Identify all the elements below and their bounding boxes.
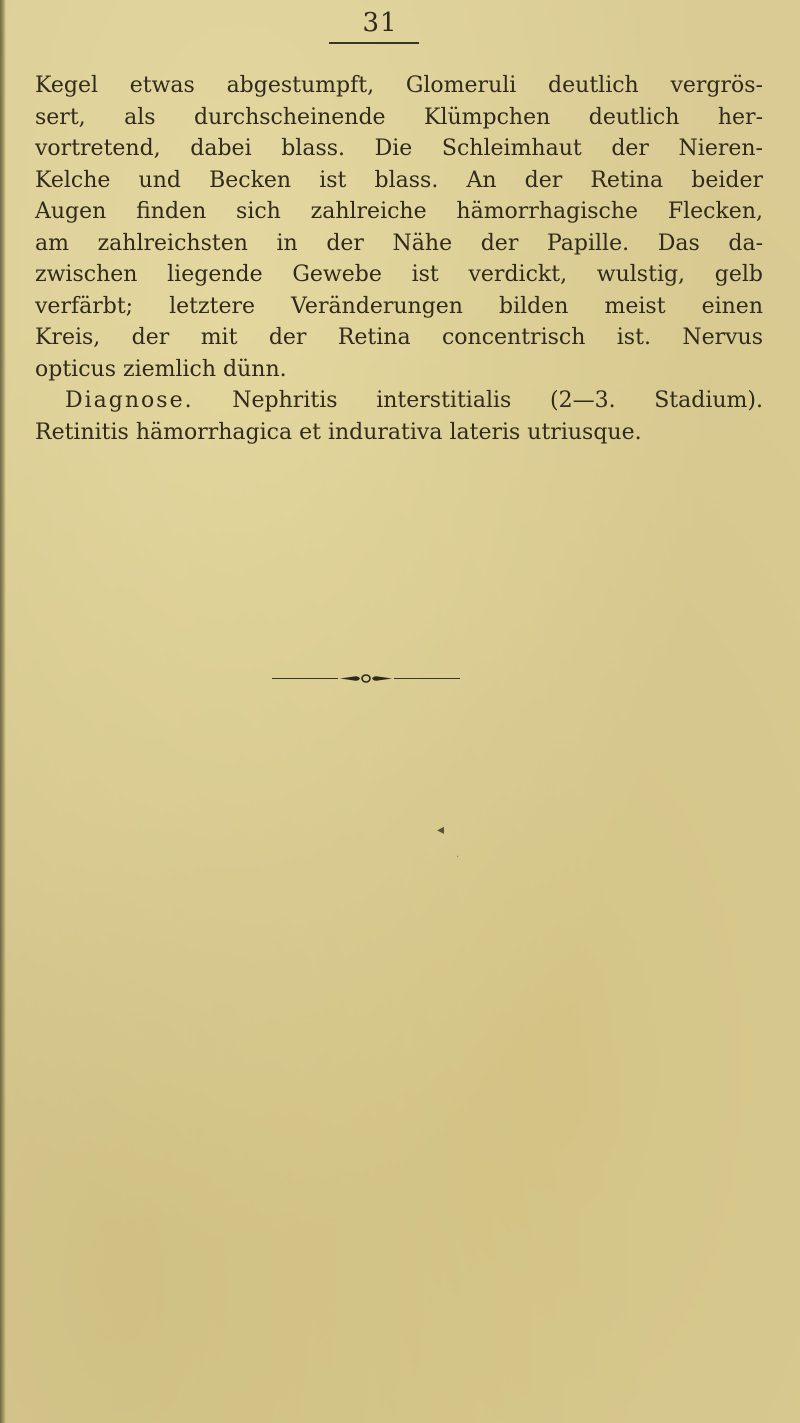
text-line: am zahlreichsten in der Nähe der Papille. Das da-: [35, 230, 763, 256]
diagnosis-text: Nephritis interstitialis (2—3. Stadium).: [232, 388, 763, 413]
text-line: vortretend, dabei blass. Die Schleimhaut der Nieren-: [35, 136, 763, 161]
ornament-rule-left: [272, 678, 338, 679]
ornament-rule-right: [394, 678, 460, 679]
text-line: zwischen liegende Gewebe ist verdickt, wulstig, gelb: [35, 262, 763, 287]
text-line: verfärbt; letztere Veränderungen bilden meist einen: [35, 293, 763, 319]
body-text: [35, 70, 763, 448]
header-rule: [329, 42, 419, 44]
text-line: sert, als durchscheinende Klümpchen deutlich her-: [35, 104, 763, 130]
page-edge-shadow: [0, 0, 6, 1423]
ink-speck: ·: [456, 852, 460, 863]
diagnosis-line: [35, 385, 763, 417]
text-line: Kelche und Becken ist blass. An der Retina beider: [35, 167, 763, 193]
text-line: opticus ziemlich dünn.: [35, 356, 287, 382]
page-number: 31: [362, 8, 398, 38]
ink-speck: ◂: [437, 822, 445, 838]
text-line: Kreis, der mit der Retina concentrisch ist. Nervus: [35, 325, 763, 350]
diagnosis-line-2: Retinitis hämorrhagica et indurativa lateris utriusque.: [35, 419, 642, 445]
text-line: Kegel etwas abgestumpft, Glomeruli deutlich vergrös-: [35, 73, 763, 98]
ornament-flourish-icon: [340, 674, 392, 683]
end-ornament: [272, 674, 460, 684]
diagnosis-label: Diagnose.: [65, 388, 194, 413]
text-line: Augen finden sich zahlreiche hämorrhagische Flecken,: [35, 199, 763, 224]
